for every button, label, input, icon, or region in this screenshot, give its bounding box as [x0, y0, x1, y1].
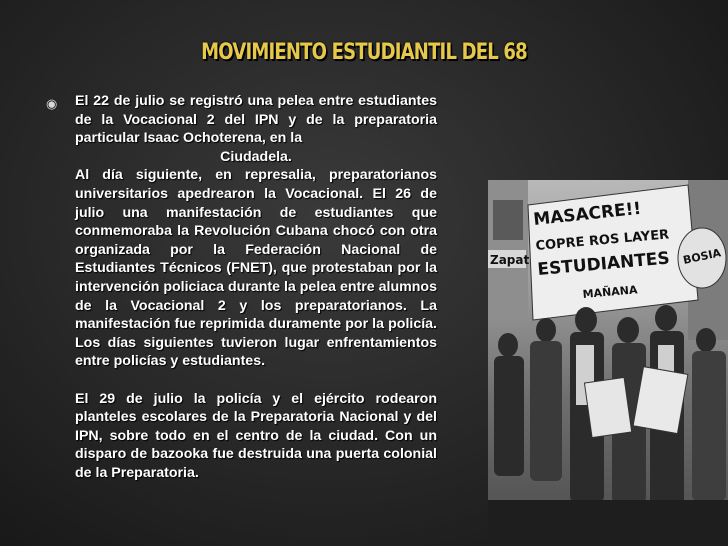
sign-right: BOSIA	[681, 246, 723, 267]
paragraph-1-end: Ciudadela.	[220, 148, 292, 165]
sign-left-top: Zapat	[490, 253, 530, 267]
sign-main-line3: ESTUDIANTES	[536, 248, 671, 280]
slide-title: MOVIMIENTO ESTUDIANTIL DEL 68	[201, 40, 527, 65]
protest-photo	[488, 180, 728, 546]
sign-main-line1: MASACRE!!	[532, 198, 643, 230]
protest-photo-illustration	[488, 180, 728, 546]
sign-main-line2: COPRE ROS LAYER	[535, 227, 670, 254]
paragraph-3: El 29 de julio la policía y el ejército rodearon planteles escolares de la Preparatoria Nacional y del IPN, sobre todo en el centro de la ciudad. Con un disparo de bazooka fue destruida una puerta colonial de la Preparatoria.	[75, 390, 437, 481]
paragraph-1: El 22 de julio se registró una pelea entre estudiantes de la Vocacional 2 del IPN y de la preparatoria particular Isaac Ochoterena, en la	[75, 93, 437, 147]
circle-bullet-icon: ◉	[46, 96, 58, 111]
slide-body	[75, 92, 437, 482]
paragraph-2: Al día siguiente, en represalia, preparatorianos universitarios apedrearon la Vocacional. El 26 de julio una manifestación de estudiantes que conmemoraba la Revolución Cubana chocó con otra organizada por la Federación Nacional de Estudiantes Técnicos (FNET), que protestaban por la intervención policiaca durante la pelea entre alumnos de la Vocacional 2 y los preparatorianos. La manifestación fue reprimida duramente por la policía. Los días siguientes tuvieron lugar enfrentamientos entre policías y estudiantes.	[75, 167, 437, 370]
sign-main-line4: MAÑANA	[582, 283, 638, 301]
